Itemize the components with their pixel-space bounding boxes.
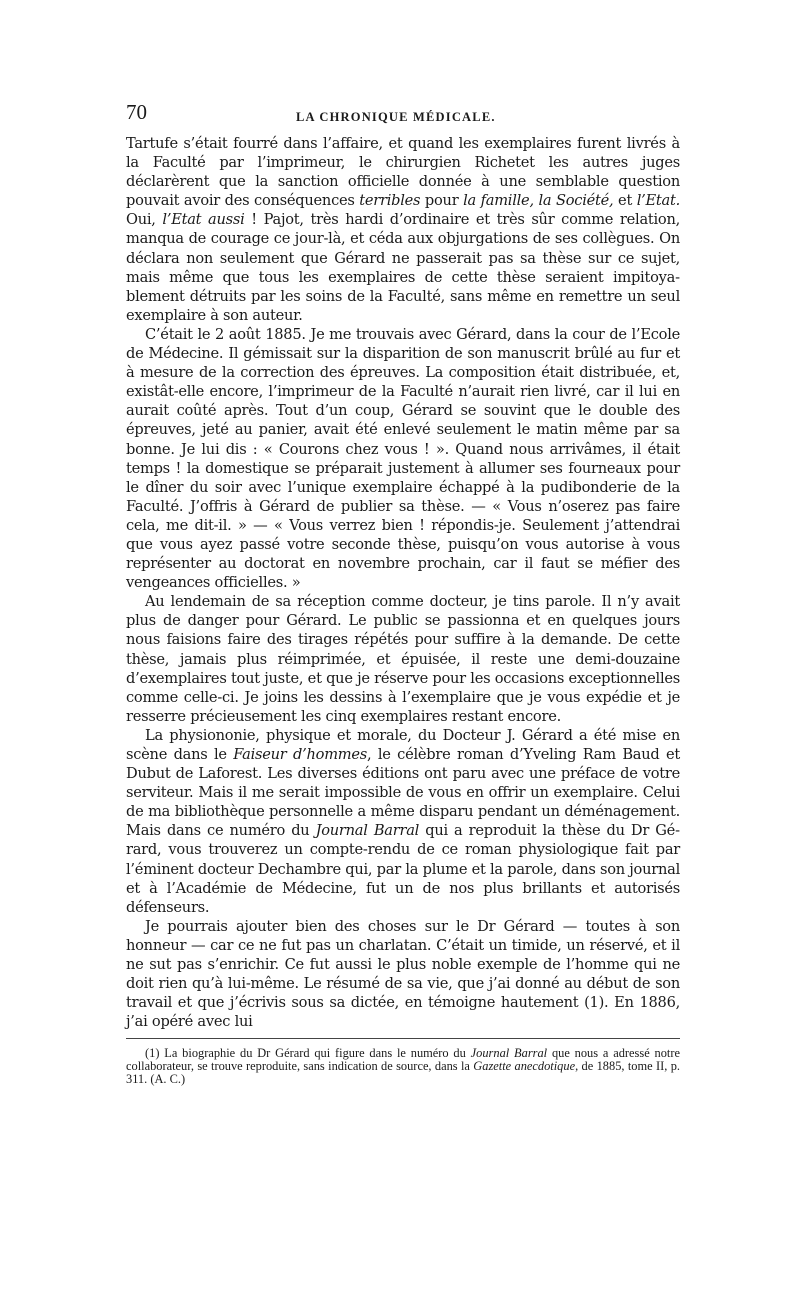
text-run: , le célèbre roman d’Yveling Ram Baud et Dubut de Laforest. Les diverses éditions ont paru avec une préface de votre serviteur. Mais il me serait impossible de vous en offrir un exemplaire. Celui de ma bibliothèque personnelle a même disparu pendant un déménagement. Mais dans ce numéro du [126,746,680,840]
italic-text-run: Gazette anecdotique [473,1059,576,1074]
running-title: LA CHRONIQUE MÉDICALE. [296,110,496,124]
text-run: pour [420,192,464,210]
text-run: Tartufe s’était fourré dans l’affaire, et quand les exemplaires furent livrés à la Faculté par l’imprimeur, le chirurgien Richetet les autres juges déclarèrent que la sanction officielle donnée à une semblable question pouvait avoir des conséquences [126,135,680,210]
text-run: ! Pajot, très hardi d’ordinaire et très sûr comme relation, manqua de courage ce jour-là, et céda aux objurgations de ses collègues. On déclara non seulement que Gérard ne passerait pas sa thèse sur ce sujet, mais même que tous les exemplaires de cette thèse seraient impitoyablement détruits par les soins de la Faculté, sans même en remettre un seul exemplaire à son auteur. [126,211,681,324]
page-number: 70 [126,100,147,124]
paragraph [126,726,680,917]
italic-text-run: Journal Barral [315,822,420,840]
italic-text-run: l’Etat aussi [162,211,245,229]
page-header [126,100,680,134]
body-text [126,134,680,1031]
footnote-divider [126,1038,680,1039]
footnote [126,1047,680,1086]
text-run: Je pourrais ajouter bien des choses sur le Dr Gérard — toutes à son honneur — car ce ne fut pas un charlatan. C’était un timide, un réservé, et il ne sut pas s’enrichir. Ce fut aussi le plus noble exemple de l’homme qui ne doit rien qu’à lui-même. Le résumé de sa vie, que j’ai donné au début de son travail et que j’écrivis sous sa dictée, en témoigne hautement (1). En 1886, j’ai opéré avec lui [126,917,680,1031]
text-run: La physiononie, physique et morale, du Docteur J. Gérard a été mise en scène dans le [126,726,680,763]
text-run: C’était le 2 août 1885. Je me trouvais avec Gérard, dans la cour de l’Ecole de Médecine. Il gémissait sur la disparition de son manuscrit brûlé au fur et à mesure de la correction des épreuves. La composition était distribuée, et, existât-elle encore, l’imprimeur de la Faculté n’aurait rien livré, car il lui en aurait coûté après. Tout d’un coup, Gérard se souvint que le double des épreuves, jeté au panier, avait été enlevé seulement le matin même par sa bonne. Je lui dis : « Courons chez vous ! ». Quand nous arrivâmes, il était temps ! la domestique se préparait justement à allumer ses fourneaux pour le dîner du soir avec l’unique exemplaire échappé à la pudibonderie de la Faculté. J’offris à Gérard de publier sa thèse. — « Vous n’oserez pas faire cela, me dit-il. » — « Vous verrez bien ! répondis-je. Seulement j’attendrai que vous ayez passé votre seconde thèse, puisqu’on vous autorise à vous représenter au doctorat en novembre prochain, car il faut se méfier des vengeances officielles. » [126,325,680,592]
italic-text-run: terribles [359,192,421,210]
text-run: , de 1885, tome II, p. 311. (A. C.) [126,1059,680,1087]
text-run: Oui, [126,211,163,229]
paragraph [126,592,680,726]
text-run: que nous a adressé notre collaborateur, se trouve reproduite, sans indication de source, dans la [126,1046,680,1074]
text-run: (1) La biographie du Dr Gérard qui figure dans le numéro du [145,1046,471,1061]
italic-text-run: la famille, la Société, [463,192,614,210]
italic-text-run: Faiseur d’hommes [233,746,367,763]
page [126,100,680,1086]
paragraph [126,134,680,325]
text-run: qui a reproduit la thèse du Dr Gérard, vous trouverez un compte-rendu de ce roman physiologique fait par l’éminent docteur Dechambre qui, par la plume et la parole, dans son journal et à l’Académie de Médecine, fut un de nos plus brillants et autorisés défenseurs. [126,822,680,916]
paragraph [126,917,680,1032]
paragraph [126,325,680,592]
italic-text-run: l’Etat. [636,192,680,210]
italic-text-run: Journal Barral [470,1046,548,1061]
text-run: Au lendemain de sa réception comme docteur, je tins parole. Il n’y avait plus de danger pour Gérard. Le public se passionna et en quelques jours nous faisions faire des tirages répétés pour suffire à la demande. De cette thèse, jamais plus réimprimée, et épuisée, il reste une demi-douzaine d’exemplaires tout juste, et que je réserve pour les occasions exceptionnelles comme celle-ci. Je joins les dessins à l’exemplaire que je vous expédie et je resserre précieusement les cinq exemplaires restant encore. [126,593,680,725]
text-run: et [613,192,637,210]
